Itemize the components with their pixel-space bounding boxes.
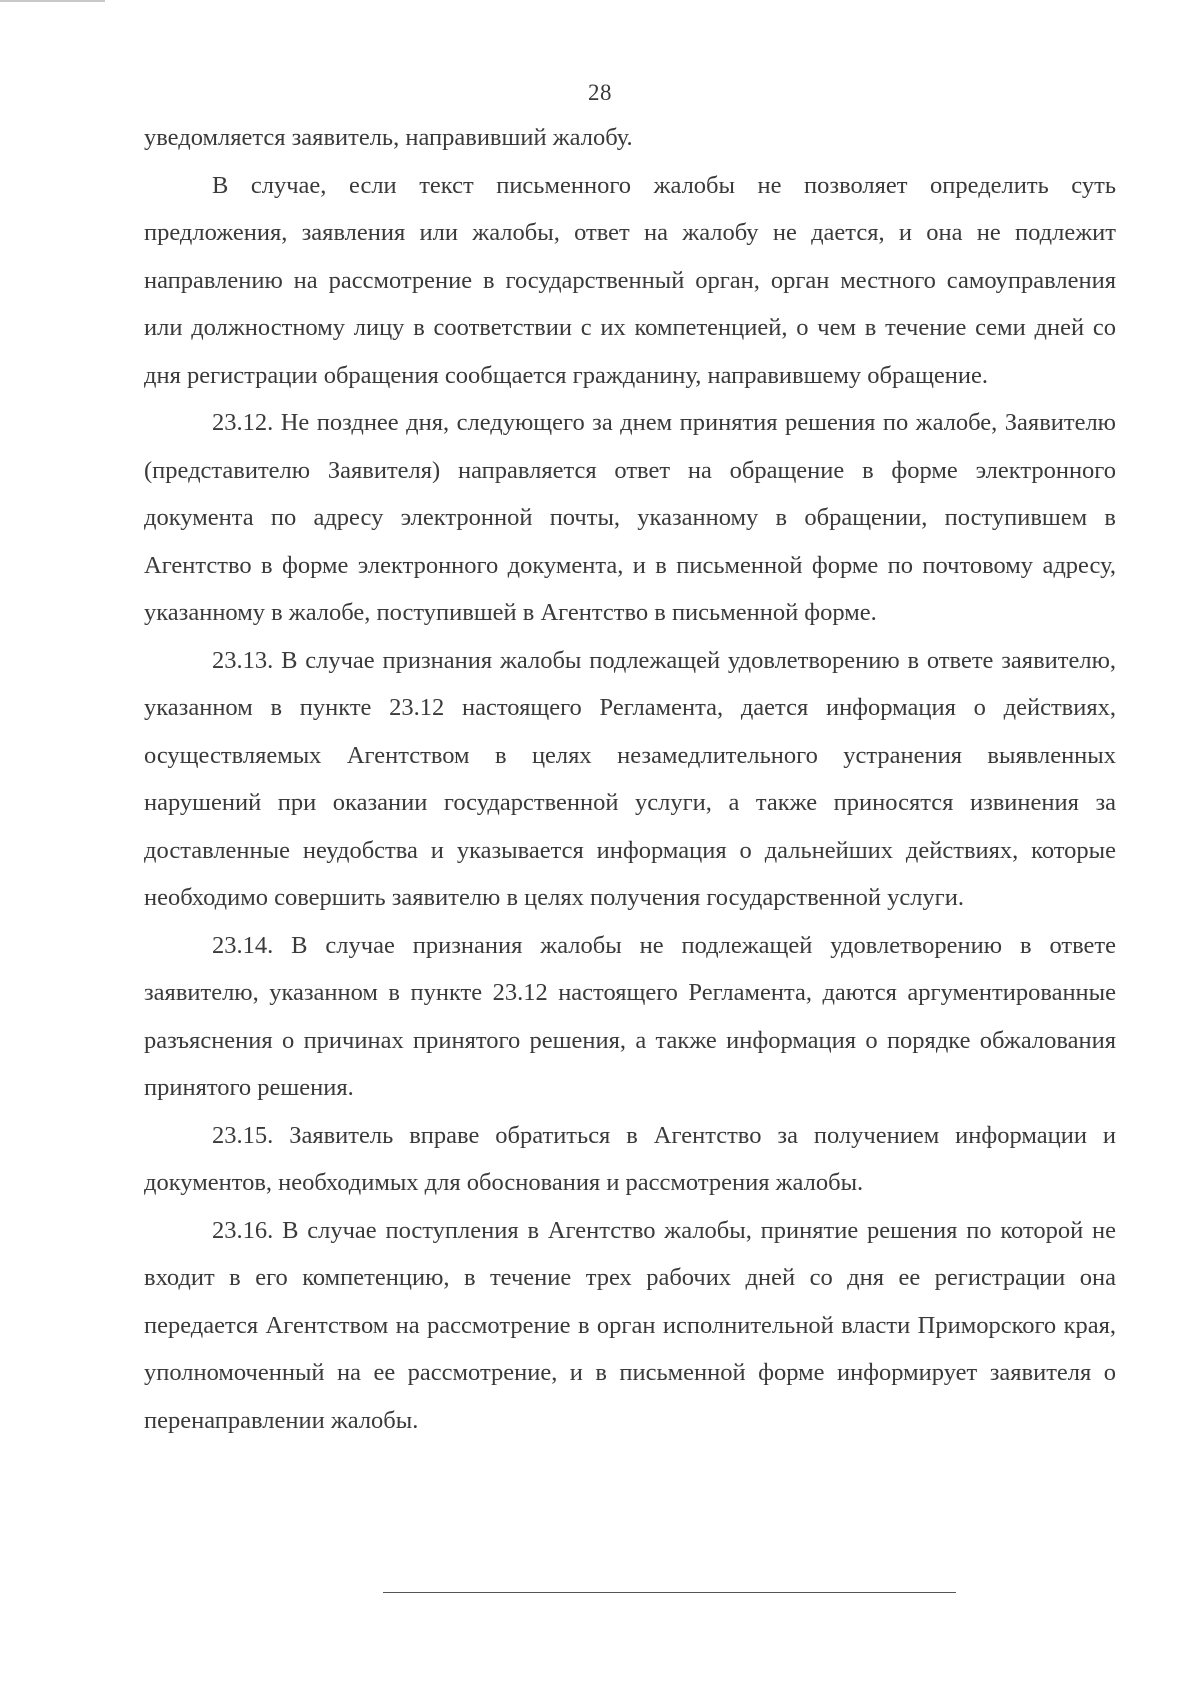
- paragraph-23-13: 23.13. В случае признания жалобы подлежащей удовлетворению в ответе заявителю, указанном в пункте 23.12 настоящего Регламента, дается информация о действиях, осуществляемых Агентством в целях незамедлительного устранения выявленных нарушений при оказании государственной услуги, а также приносятся извинения за доставленные неудобства и указывается информация о дальнейших действиях, которые необходимо совершить заявителю в целях получения государственной услуги.: [144, 646, 1116, 911]
- page-number: 28: [588, 80, 612, 105]
- paragraph-unclear-complaint: В случае, если текст письменного жалобы не позволяет определить суть предложения, заявления или жалобы, ответ на жалобу не дается, и она не подлежит направлению на рассмотрение в государственный орган, орган местного самоуправления или должностному лицу в соответствии с их компетенцией, о чем в течение семи дней со дня регистрации обращения сообщается гражданину, направившему обращение.: [144, 171, 1116, 389]
- paragraph-continuation: уведомляется заявитель, направивший жалобу.: [144, 124, 633, 151]
- paragraph-23-15: 23.15. Заявитель вправе обратиться в Агентство за получением информации и документов, необходимых для обоснования и рассмотрения жалобы.: [144, 1121, 1116, 1196]
- scan-corner-mark: [0, 0, 105, 2]
- paragraph-23-12: 23.12. Не позднее дня, следующего за днем принятия решения по жалобе, Заявителю (представителю Заявителя) направляется ответ на обращение в форме электронного документа по адресу электронной почты, указанному в обращении, поступившем в Агентство в форме электронного документа, и в письменной форме по почтовому адресу, указанному в жалобе, поступившей в Агентство в письменной форме.: [144, 409, 1116, 626]
- paragraph-23-16: 23.16. В случае поступления в Агентство жалобы, принятие решения по которой не входит в его компетенцию, в течение трех рабочих дней со дня ее регистрации она передается Агентством на рассмотрение в орган исполнительной власти Приморского края, уполномоченный на ее рассмотрение, и в письменной форме информирует заявителя о перенаправлении жалобы.: [144, 1216, 1116, 1434]
- paragraph-23-14: 23.14. В случае признания жалобы не подлежащей удовлетворению в ответе заявителю, указанном в пункте 23.12 настоящего Регламента, даются аргументированные разъяснения о причинах принятого решения, а также информация о порядке обжалования принятого решения.: [144, 931, 1116, 1101]
- end-of-text-rule: [383, 1592, 956, 1593]
- document-body: [144, 114, 1116, 1444]
